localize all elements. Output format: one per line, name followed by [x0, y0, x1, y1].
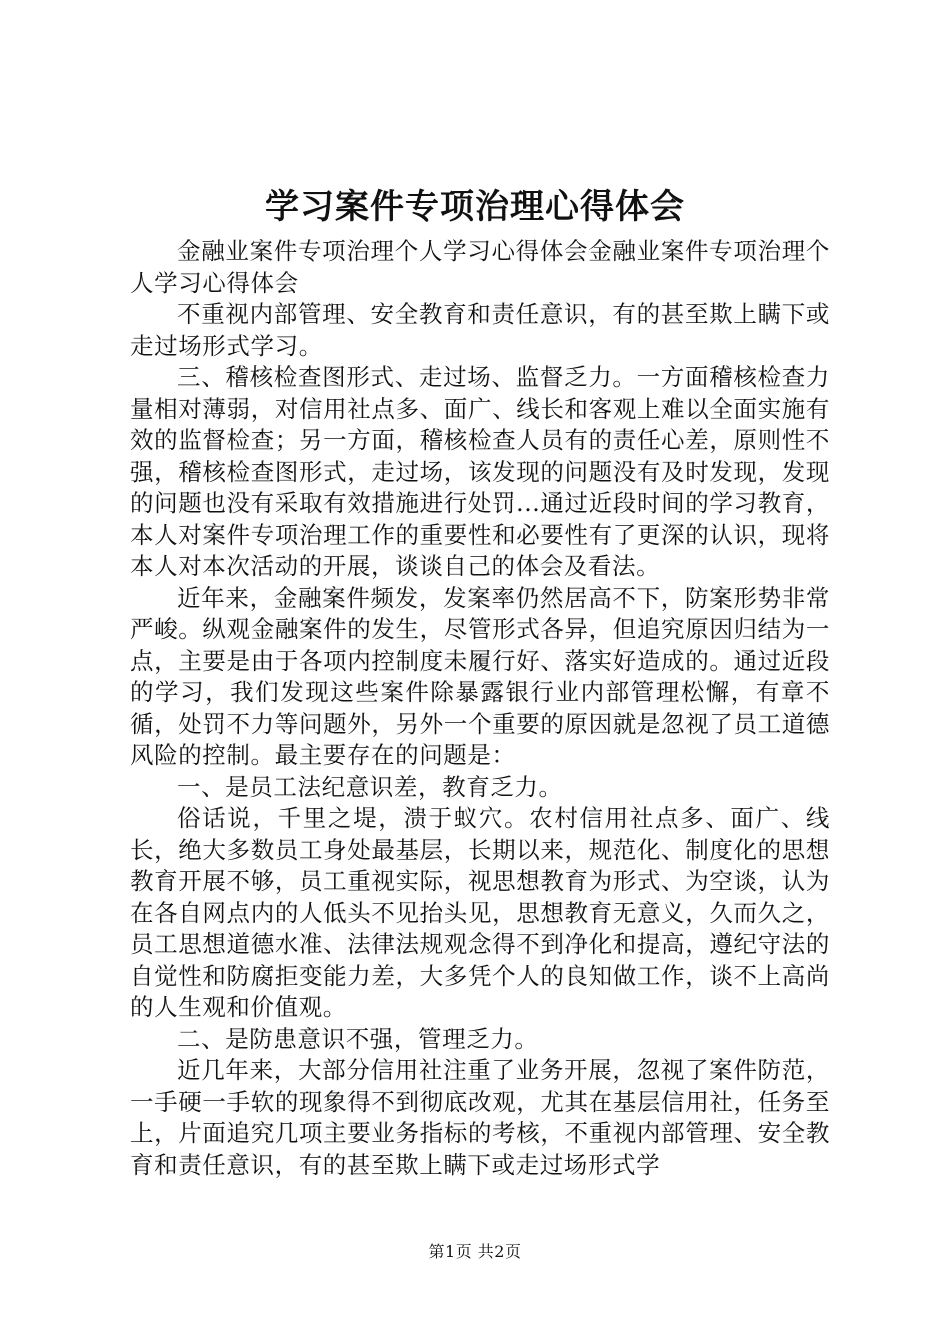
paragraph: 近几年来，大部分信用社注重了业务开展，忽视了案件防范，一手硬一手软的现象得不到彻底改观，尤其在基层信用社，任务至上，片面追究几项主要业务指标的考核，不重视内部管理、安全教育和责任意识，有的甚至欺上瞒下或走过场形式学 — [130, 1056, 830, 1179]
document-title: 学习案件专项治理心得体会 — [265, 187, 685, 227]
paragraph: 金融业案件专项治理个人学习心得体会金融业案件专项治理个人学习心得体会 — [130, 237, 830, 297]
section-heading: 二、是防患意识不强，管理乏力。 — [177, 1024, 539, 1053]
paragraph: 三、稽核检查图形式、走过场、监督乏力。一方面稽核检查力量相对薄弱，对信用社点多、面广、线长和客观上难以全面实施有效的监督检查；另一方面，稽核检查人员有的责任心差，原则性不强，稽核检查图形式，走过场，该发现的问题没有及时发现，发现的问题也没有采取有效措施进行处罚...通过近段时间的学习教育，本人对案件专项治理工作的重要性和必要性有了更深的认识，现将本人对本次活动的开展，谈谈自己的体会及看法。 — [130, 363, 830, 580]
paragraph: 近年来，金融案件频发，发案率仍然居高不下，防案形势非常严峻。纵观金融案件的发生，尽管形式各异，但追究原因归结为一点，主要是由于各项内控制度未履行好、落实好造成的。通过近段的学习，我们发现这些案件除暴露银行业内部管理松懈，有章不循，处罚不力等问题外，另外一个重要的原因就是忽视了员工道德风险的控制。最主要存在的问题是： — [130, 583, 830, 769]
paragraph: 俗话说，千里之堤，溃于蚁穴。农村信用社点多、面广、线长，绝大多数员工身处最基层，长期以来，规范化、制度化的思想教育开展不够，员工重视实际，视思想教育为形式、为空谈，认为在各自网点内的人低头不见抬头见，思想教育无意义，久而久之，员工思想道德水准、法律法规观念得不到净化和提高，遵纪守法的自觉性和防腐拒变能力差，大多凭个人的良知做工作，谈不上高尚的人生观和价值观。 — [130, 804, 830, 1021]
section-heading: 一、是员工法纪意识差，教育乏力。 — [177, 772, 563, 801]
paragraph: 不重视内部管理、安全教育和责任意识，有的甚至欺上瞒下或走过场形式学习。 — [130, 300, 830, 360]
document-body — [130, 236, 830, 1181]
page-footer: 第1页 共2页 — [428, 1242, 522, 1261]
